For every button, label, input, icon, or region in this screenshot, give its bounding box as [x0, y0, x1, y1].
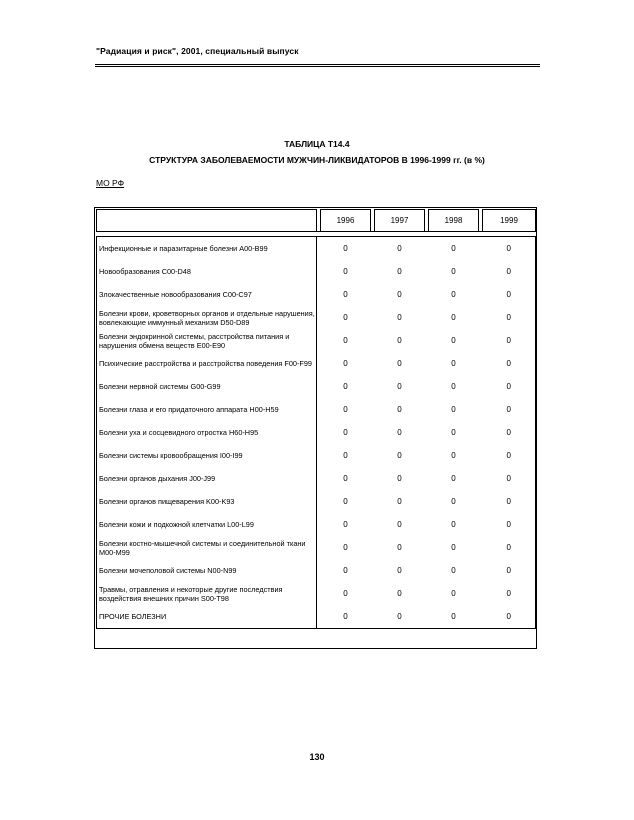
- value-cell-1997: 0: [397, 474, 402, 483]
- value-cell-1999: 0: [483, 260, 536, 283]
- table-row: [97, 467, 536, 490]
- value-cell-1997: 0: [397, 405, 402, 414]
- value-cell-1997: 0: [397, 359, 402, 368]
- value-cell-1999: 0: [483, 283, 536, 306]
- header-rule: [95, 64, 540, 65]
- value-cell-1997: 0: [397, 589, 402, 598]
- value-cell-1997: 0: [397, 382, 402, 391]
- value-cell-1999: 0: [483, 352, 536, 375]
- value-cell-1998: 0: [451, 520, 456, 529]
- value-cell-1997: 0: [397, 520, 402, 529]
- value-cell-1999: 0: [483, 421, 536, 444]
- value-cell-1998: 0: [451, 566, 456, 575]
- table-title: СТРУКТУРА ЗАБОЛЕВАЕМОСТИ МУЖЧИН-ЛИКВИДАТОРОВ В 1996-1999 гг. (в %): [149, 155, 485, 165]
- value-cell-1999: 0: [483, 237, 536, 261]
- year-header-1997: 1997: [375, 210, 425, 232]
- value-cell-1996: 0: [343, 382, 348, 391]
- table-row: [97, 582, 536, 605]
- value-cell-1998: 0: [451, 497, 456, 506]
- row-label: Новообразования C00-D48: [97, 260, 317, 283]
- value-cell-1996: 0: [343, 359, 348, 368]
- value-cell-1997: 0: [397, 497, 402, 506]
- data-source: МО РФ: [96, 178, 125, 188]
- row-label: ПРОЧИЕ БОЛЕЗНИ: [97, 605, 317, 629]
- row-label: Болезни органов дыхания J00-J99: [97, 467, 317, 490]
- value-cell-1999: 0: [483, 467, 536, 490]
- table-row: [97, 283, 536, 306]
- table-row: [97, 559, 536, 582]
- value-cell-1996: 0: [343, 405, 348, 414]
- row-label: Болезни мочеполовой системы N00-N99: [97, 559, 317, 582]
- value-cell-1999: 0: [483, 536, 536, 559]
- row-label: Болезни крови, кроветворных органов и отдельные нарушения, вовлекающие иммунный механизм D50-D89: [97, 306, 317, 329]
- value-cell-1997: 0: [397, 313, 402, 322]
- value-cell-1998: 0: [451, 428, 456, 437]
- row-label: Болезни кожи и подкожной клетчатки L00-L99: [97, 513, 317, 536]
- row-label: Болезни нервной системы G00-G99: [97, 375, 317, 398]
- value-cell-1998: 0: [451, 382, 456, 391]
- page-number: 130: [309, 752, 325, 762]
- running-header: "Радиация и риск", 2001, специальный выпуск: [96, 46, 299, 56]
- value-cell-1998: 0: [451, 543, 456, 552]
- row-label: Болезни системы кровообращения I00-I99: [97, 444, 317, 467]
- value-cell-1996: 0: [343, 428, 348, 437]
- value-cell-1996: 0: [343, 520, 348, 529]
- value-cell-1998: 0: [451, 267, 456, 276]
- table-row: [97, 306, 536, 329]
- value-cell-1999: 0: [483, 444, 536, 467]
- row-label: Болезни глаза и его придаточного аппарата H00-H59: [97, 398, 317, 421]
- value-cell-1996: 0: [343, 336, 348, 345]
- value-cell-1998: 0: [451, 290, 456, 299]
- value-cell-1997: 0: [397, 336, 402, 345]
- row-label: Болезни эндокринной системы, расстройства питания и нарушения обмена веществ E00-E90: [97, 329, 317, 352]
- value-cell-1998: 0: [451, 359, 456, 368]
- morbidity-table: [96, 209, 536, 629]
- value-cell-1999: 0: [483, 398, 536, 421]
- row-label: Травмы, отравления и некоторые другие последствия воздействия внешних причин S00-T98: [97, 582, 317, 605]
- value-cell-1999: 0: [483, 559, 536, 582]
- value-cell-1999: 0: [483, 306, 536, 329]
- value-cell-1999: 0: [483, 605, 536, 629]
- table-row: [97, 536, 536, 559]
- table-row: [97, 605, 536, 629]
- table-row: [97, 375, 536, 398]
- value-cell-1998: 0: [451, 405, 456, 414]
- table-row: [97, 352, 536, 375]
- value-cell-1999: 0: [483, 329, 536, 352]
- value-cell-1996: 0: [343, 589, 348, 598]
- row-label: Болезни органов пищеварения K00-K93: [97, 490, 317, 513]
- table-row: [97, 513, 536, 536]
- year-header-1998: 1998: [429, 210, 479, 232]
- table-row: [97, 329, 536, 352]
- table-row: [97, 237, 536, 261]
- value-cell-1996: 0: [343, 290, 348, 299]
- table-body: [97, 237, 536, 629]
- value-cell-1997: 0: [397, 290, 402, 299]
- value-cell-1999: 0: [483, 375, 536, 398]
- value-cell-1998: 0: [451, 313, 456, 322]
- value-cell-1996: 0: [343, 244, 348, 253]
- value-cell-1998: 0: [451, 451, 456, 460]
- row-label: Инфекционные и паразитарные болезни A00-B99: [97, 237, 317, 261]
- value-cell-1998: 0: [451, 336, 456, 345]
- table-row: [97, 444, 536, 467]
- value-cell-1996: 0: [343, 267, 348, 276]
- value-cell-1999: 0: [483, 490, 536, 513]
- value-cell-1997: 0: [375, 605, 425, 629]
- row-label: Психические расстройства и расстройства поведения F00-F99: [97, 352, 317, 375]
- value-cell-1997: 0: [397, 267, 402, 276]
- table-row: [97, 398, 536, 421]
- row-label: Болезни уха и сосцевидного отростка H60-H95: [97, 421, 317, 444]
- table-code: ТАБЛИЦА Т14.4: [284, 139, 350, 149]
- year-header-1996: 1996: [321, 210, 371, 232]
- table-row: [97, 421, 536, 444]
- value-cell-1996: 0: [343, 474, 348, 483]
- table-row: [97, 490, 536, 513]
- header-rule-thin: [95, 66, 540, 67]
- table-header-row: [97, 210, 536, 232]
- table-row: [97, 260, 536, 283]
- value-cell-1998: 0: [451, 474, 456, 483]
- value-cell-1996: 0: [321, 605, 371, 629]
- year-header-1999: 1999: [483, 210, 536, 232]
- value-cell-1998: 0: [451, 589, 456, 598]
- row-label: Злокачественные новообразования C00-C97: [97, 283, 317, 306]
- value-cell-1998: 0: [429, 605, 479, 629]
- value-cell-1997: 0: [397, 566, 402, 575]
- value-cell-1998: 0: [451, 244, 456, 253]
- header-label-cell: [97, 210, 317, 232]
- value-cell-1997: 0: [397, 428, 402, 437]
- value-cell-1999: 0: [483, 582, 536, 605]
- value-cell-1996: 0: [343, 451, 348, 460]
- value-cell-1997: 0: [397, 451, 402, 460]
- value-cell-1999: 0: [483, 513, 536, 536]
- value-cell-1996: 0: [343, 497, 348, 506]
- value-cell-1996: 0: [343, 543, 348, 552]
- value-cell-1996: 0: [343, 313, 348, 322]
- row-label: Болезни костно-мышечной системы и соединительной ткани M00-M99: [97, 536, 317, 559]
- value-cell-1997: 0: [397, 543, 402, 552]
- value-cell-1997: 0: [397, 244, 402, 253]
- value-cell-1996: 0: [343, 566, 348, 575]
